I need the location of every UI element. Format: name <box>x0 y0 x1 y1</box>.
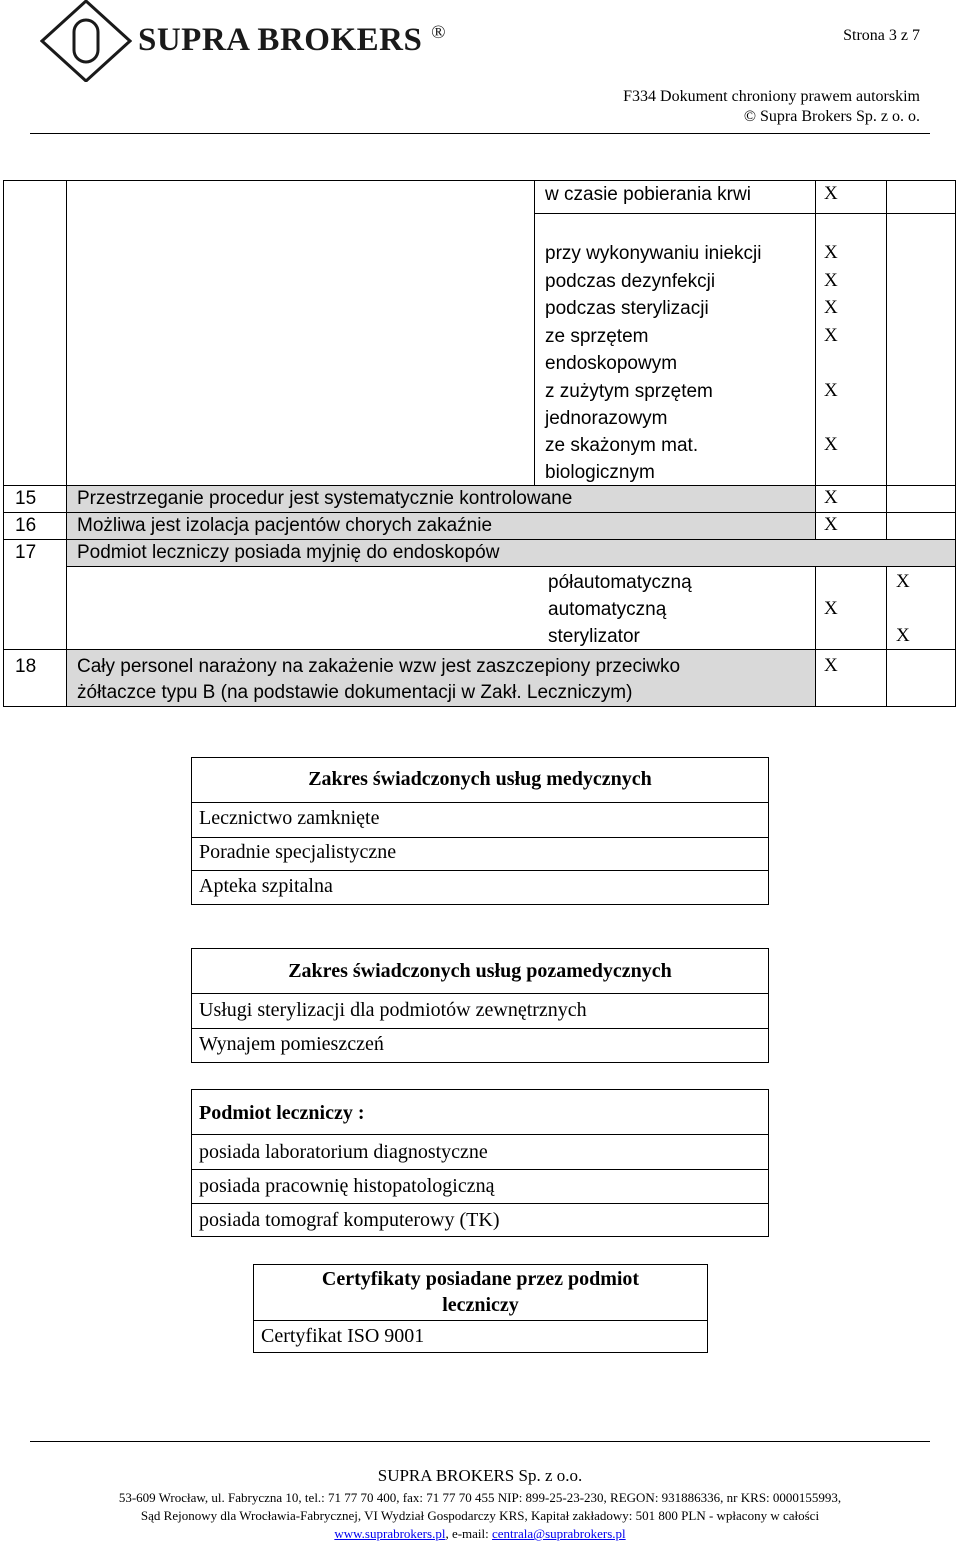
no-cell <box>886 512 956 540</box>
no-mark: X <box>896 571 910 592</box>
row-number: 16 <box>15 515 37 536</box>
row-divider <box>192 802 768 803</box>
option-label: podczas sterylizacji <box>545 298 709 319</box>
facility-title: Podmiot leczniczy : <box>199 1102 365 1124</box>
facility-item: posiada laboratorium diagnostyczne <box>199 1141 488 1163</box>
option-label: sterylizator <box>548 626 640 647</box>
row-question-line: żółtaczce typu B (na podstawie dokumentacji w Zakł. Leczniczym) <box>77 682 633 703</box>
email-label: , e-mail: <box>445 1526 493 1541</box>
assessment-table <box>3 180 956 707</box>
facility-box <box>191 1089 769 1237</box>
row-divider <box>192 837 768 838</box>
footer-contact <box>0 1526 960 1542</box>
sub-option-cell <box>66 566 816 650</box>
yes-mark: X <box>824 487 838 508</box>
yes-mark: X <box>824 380 838 401</box>
yes-mark: X <box>824 325 838 346</box>
yes-mark: X <box>824 655 838 676</box>
service-item: Lecznictwo zamknięte <box>199 807 380 829</box>
row-divider <box>192 1169 768 1170</box>
row-number: 17 <box>15 542 37 563</box>
question-cell <box>66 180 535 486</box>
brand-name: SUPRA BROKERS ® <box>138 22 446 58</box>
service-item: Wynajem pomieszczeń <box>199 1033 384 1055</box>
option-label: w czasie pobierania krwi <box>545 184 751 205</box>
certificates-title-cont: leczniczy <box>442 1294 519 1316</box>
medical-services-box <box>191 757 769 905</box>
nonmedical-services-box <box>191 948 769 1063</box>
logo-icon <box>40 0 132 82</box>
option-label: biologicznym <box>545 462 655 483</box>
no-cell <box>886 649 956 707</box>
facility-item: posiada pracownię histopatologiczną <box>199 1175 495 1197</box>
row-divider <box>254 1320 707 1321</box>
number-cell <box>3 180 67 486</box>
certificate-item: Certyfikat ISO 9001 <box>261 1325 425 1347</box>
row-divider <box>192 1134 768 1135</box>
footer-address: 53-609 Wrocław, ul. Fabryczna 10, tel.: 71 77 70 400, fax: 71 77 70 455 NIP: 899-25-23-230, REGON: 931886336, nr KRS: 0000155993, <box>118 1490 842 1505</box>
email-link[interactable]: centrala@suprabrokers.pl <box>492 1526 626 1541</box>
medical-services-title: Zakres świadczonych usług medycznych <box>308 768 652 790</box>
row-divider <box>192 1203 768 1204</box>
yes-mark: X <box>824 598 838 619</box>
copyright-notice: F334 Dokument chroniony prawem autorskim <box>623 88 920 105</box>
row-question: Podmiot leczniczy posiada myjnię do endoskopów <box>77 542 500 563</box>
option-label: podczas dezynfekcji <box>545 271 716 292</box>
option-label: ze sprzętem <box>545 326 649 347</box>
row-divider <box>192 993 768 994</box>
yes-mark: X <box>824 514 838 535</box>
service-item: Usługi sterylizacji dla podmiotów zewnętrznych <box>199 999 587 1021</box>
nonmedical-services-title: Zakres świadczonych usług pozamedycznych <box>288 960 672 982</box>
row-number: 18 <box>15 656 37 677</box>
footer-company: SUPRA BROKERS Sp. z o.o. <box>377 1466 583 1485</box>
yes-mark: X <box>824 270 838 291</box>
row-question: Przestrzeganie procedur jest systematycznie kontrolowane <box>77 488 573 509</box>
row-number: 15 <box>15 488 37 509</box>
facility-item: posiada tomograf komputerowy (TK) <box>199 1209 500 1231</box>
row-question: Możliwa jest izolacja pacjentów chorych zakaźnie <box>77 515 493 536</box>
option-label: przy wykonywaniu iniekcji <box>545 243 762 264</box>
row-question-line: Cały personel narażony na zakażenie wzw jest zaszczepiony przeciwko <box>77 656 681 677</box>
page-indicator: Strona 3 z 7 <box>843 27 920 44</box>
yes-mark: X <box>824 434 838 455</box>
no-column-first-cell <box>886 180 956 214</box>
option-label: z zużytym sprzętem <box>545 381 713 402</box>
row-divider <box>192 870 768 871</box>
option-label: automatyczną <box>548 599 667 620</box>
no-column <box>886 180 956 486</box>
no-mark: X <box>896 625 910 646</box>
yes-mark: X <box>824 183 838 204</box>
option-label: półautomatyczną <box>548 572 692 593</box>
footer-divider <box>30 1441 930 1442</box>
option-label: jednorazowym <box>545 408 668 429</box>
no-cell <box>886 485 956 513</box>
copyright-owner: © Supra Brokers Sp. z o. o. <box>743 108 920 125</box>
row-divider <box>192 1028 768 1029</box>
website-link[interactable]: www.suprabrokers.pl <box>334 1526 446 1541</box>
certificates-box <box>253 1264 708 1353</box>
service-item: Poradnie specjalistyczne <box>199 841 397 863</box>
yes-mark: X <box>824 242 838 263</box>
yes-mark: X <box>824 297 838 318</box>
option-label: ze skażonym mat. <box>545 435 699 456</box>
service-item: Apteka szpitalna <box>199 875 333 897</box>
header-divider <box>30 133 930 134</box>
footer-registry: Sąd Rejonowy dla Wrocławia-Fabrycznej, VI Wydział Gospodarczy KRS, Kapitał zakładowy: 501 800 PLN - wpłacony w całości <box>140 1508 820 1523</box>
certificates-title: Certyfikaty posiadane przez podmiot <box>321 1268 640 1290</box>
option-label: endoskopowym <box>545 353 678 374</box>
